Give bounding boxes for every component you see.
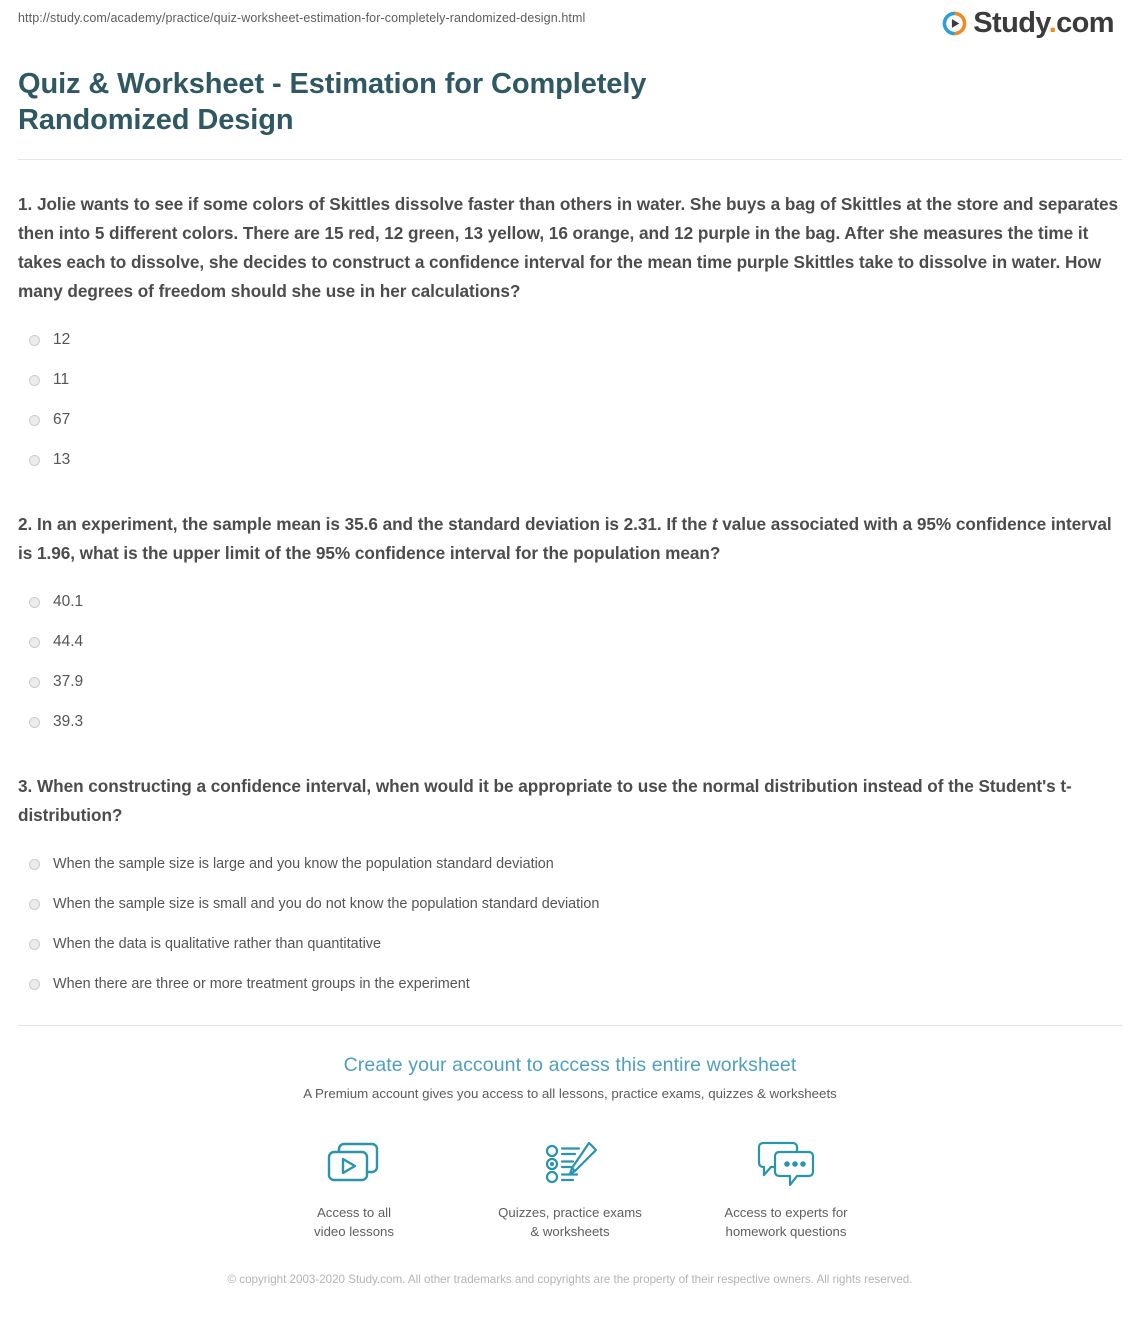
- radio-button-icon[interactable]: [29, 455, 40, 466]
- option-label: 37.9: [53, 673, 84, 690]
- radio-button-icon[interactable]: [29, 939, 40, 950]
- question-text-3: [18, 772, 1122, 830]
- question-number-3: 3.: [18, 776, 33, 796]
- page-title: Quiz & Worksheet - Estimation for Completely Randomized Design: [18, 68, 647, 136]
- options-list-2: [18, 582, 1122, 742]
- option-row[interactable]: [18, 582, 1122, 622]
- upsell-section: [18, 1025, 1122, 1241]
- radio-button-icon[interactable]: [29, 415, 40, 426]
- options-list-1: [18, 320, 1122, 480]
- option-label: 67: [53, 411, 71, 428]
- option-row[interactable]: [18, 400, 1122, 440]
- option-label: 39.3: [53, 713, 84, 730]
- radio-button-icon[interactable]: [29, 859, 40, 870]
- title-divider: [18, 159, 1122, 160]
- options-list-3: [18, 844, 1122, 1004]
- option-row[interactable]: [18, 360, 1122, 400]
- option-label: 12: [53, 331, 71, 348]
- study-com-logo[interactable]: [941, 9, 1114, 38]
- option-label: 13: [53, 451, 71, 468]
- option-row[interactable]: [18, 702, 1122, 742]
- option-row[interactable]: [18, 320, 1122, 360]
- radio-button-icon[interactable]: [29, 597, 40, 608]
- logo-suffix: com: [1056, 7, 1114, 39]
- question-block-2: [18, 510, 1122, 742]
- question-italic-t: t: [711, 514, 718, 534]
- option-label: When the sample size is large and you know the population standard deviation: [53, 856, 554, 872]
- radio-button-icon[interactable]: [29, 637, 40, 648]
- perk-label: [246, 1203, 462, 1241]
- question-number-2: 2.: [18, 514, 33, 534]
- question-body-2a: In an experiment, the sample mean is 35.6 and the standard deviation is 2.31. If the: [36, 514, 712, 534]
- radio-button-icon[interactable]: [29, 979, 40, 990]
- radio-button-icon[interactable]: [29, 335, 40, 346]
- copyright-text: © copyright 2003-2020 Study.com. All other trademarks and copyrights are the property of their respective owners. All rights reserved.: [227, 1273, 913, 1286]
- question-block-1: [18, 190, 1122, 480]
- chat-bubbles-icon: [755, 1138, 817, 1190]
- perk-label-line1: Access to all: [316, 1205, 392, 1220]
- perk-label: [462, 1203, 678, 1241]
- radio-button-icon[interactable]: [29, 899, 40, 910]
- perk-icon-wrap: [462, 1133, 678, 1195]
- option-row[interactable]: [18, 440, 1122, 480]
- logo-wordmark: [973, 9, 1114, 38]
- perk-icon-wrap: [246, 1133, 462, 1195]
- question-text-2: [18, 510, 1122, 568]
- cta-subheading: A Premium account gives you access to all lessons, practice exams, quizzes & worksheets: [303, 1086, 837, 1101]
- question-text-1: [18, 190, 1122, 306]
- option-row[interactable]: [18, 844, 1122, 884]
- perk-icon-wrap: [678, 1133, 894, 1195]
- logo-dot: .: [1048, 7, 1057, 39]
- perk-label-line1: Quizzes, practice exams: [498, 1205, 642, 1220]
- perk-item: [246, 1133, 462, 1241]
- cta-heading[interactable]: Create your account to access this entire worksheet: [343, 1054, 797, 1076]
- perk-label: [678, 1203, 894, 1241]
- option-row[interactable]: [18, 662, 1122, 702]
- perk-label-line1: Access to experts for: [724, 1205, 848, 1220]
- option-label: 40.1: [53, 593, 84, 610]
- radio-button-icon[interactable]: [29, 677, 40, 688]
- page-header: [18, 0, 1122, 52]
- option-label: 44.4: [53, 633, 84, 650]
- option-label: When the sample size is small and you do not know the population standard deviation: [53, 896, 600, 912]
- option-row[interactable]: [18, 884, 1122, 924]
- video-lessons-icon: [323, 1138, 385, 1190]
- option-row[interactable]: [18, 622, 1122, 662]
- quiz-pencil-icon: [539, 1138, 601, 1190]
- perk-item: [678, 1133, 894, 1241]
- question-body-1: Jolie wants to see if some colors of Skittles dissolve faster than others in water. She buys a bag of Skittles at the store and separates then into 5 different colors. There are 15 red, 12 green, 13 yellow, 16 orange, and 12 purple in the bag. After she measures the time it takes each to dissolve, she decides to construct a confidence interval for the mean time purple Skittles take to dissolve in water. How many degrees of freedom should she use in her calculations?: [18, 194, 1119, 301]
- perk-item: [462, 1133, 678, 1241]
- question-body-2b: value associated with a 95% confidence interval is 1.96, what is the upper limit of the 95% confidence interval for the population mean?: [18, 514, 1112, 563]
- option-label: When there are three or more treatment groups in the experiment: [53, 976, 470, 992]
- perk-label-line2: & worksheets: [530, 1224, 610, 1239]
- radio-button-icon[interactable]: [29, 375, 40, 386]
- radio-button-icon[interactable]: [29, 717, 40, 728]
- option-label: When the data is qualitative rather than quantitative: [53, 936, 381, 952]
- perk-label-line2: homework questions: [725, 1224, 847, 1239]
- play-circle-icon: [941, 10, 968, 37]
- option-label: 11: [53, 371, 70, 388]
- option-row[interactable]: [18, 964, 1122, 1004]
- question-block-3: [18, 772, 1122, 1004]
- page-url: http://study.com/academy/practice/quiz-worksheet-estimation-for-completely-randomized-design.html: [18, 11, 586, 25]
- perk-label-line2: video lessons: [314, 1224, 394, 1239]
- logo-word: Study: [973, 7, 1049, 39]
- question-number-1: 1.: [18, 194, 33, 214]
- perks-list: [18, 1133, 1122, 1241]
- question-body-3: When constructing a confidence interval, when would it be appropriate to use the normal distribution instead of the Student's t-distribution?: [18, 776, 1072, 825]
- option-row[interactable]: [18, 924, 1122, 964]
- cta-divider: [18, 1025, 1122, 1026]
